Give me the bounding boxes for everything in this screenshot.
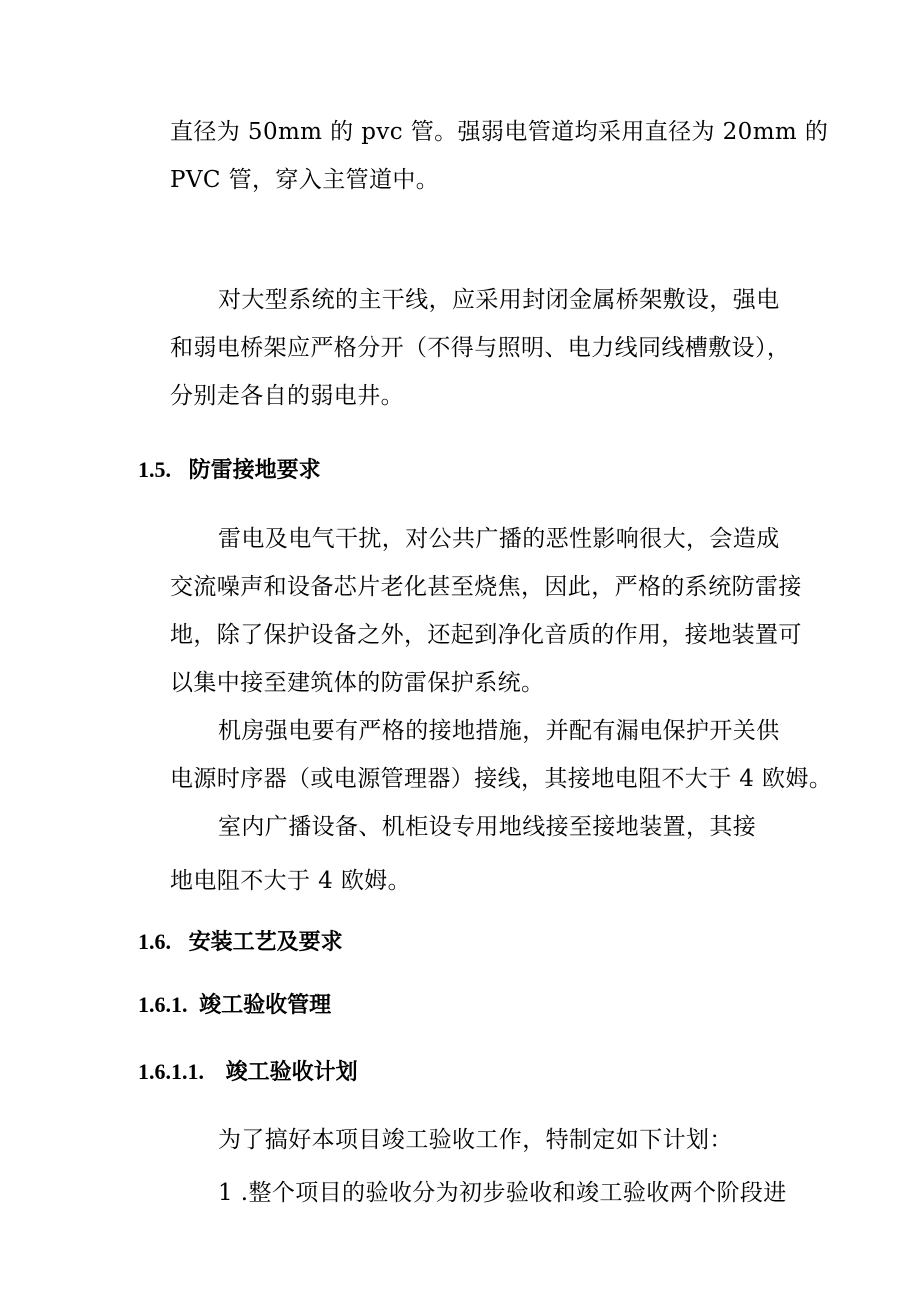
section-number: 1.6.1.1. (138, 1059, 204, 1084)
paragraph-line: 分别走各自的弱电井。 (170, 383, 404, 409)
paragraph-line: 电源时序器（或电源管理器）接线，其接地电阻不大于 4 欧姆。 (170, 766, 833, 792)
section-number: 1.6. (138, 929, 171, 954)
paragraph-line: 雷电及电气干扰，对公共广播的恶性影响很大，会造成 (218, 526, 780, 552)
paragraph-line: 室内广播设备、机柜设专用地线接至接地装置，其接 (218, 814, 757, 840)
section-title: 防雷接地要求 (188, 458, 321, 483)
paragraph-line: 交流噪声和设备芯片老化甚至烧焦，因此，严格的系统防雷接 (170, 574, 802, 600)
list-item-line: 1 .整个项目的验收分为初步验收和竣工验收两个阶段进 (218, 1180, 787, 1206)
paragraph-line: PVC 管，穿入主管道中。 (170, 167, 440, 193)
section-number: 1.6.1. (138, 992, 188, 1017)
paragraph-line: 和弱电桥架应严格分开（不得与照明、电力线同线槽敷设）， (170, 335, 791, 361)
section-number: 1.5. (138, 457, 171, 482)
section-heading (138, 927, 343, 958)
paragraph-line: 对大型系统的主干线，应采用封闭金属桥架敷设，强电 (218, 287, 780, 313)
subsection-heading (138, 990, 331, 1021)
paragraph-line: 机房强电要有严格的接地措施，并配有漏电保护开关供 (218, 718, 780, 744)
section-title: 竣工验收管理 (199, 993, 332, 1018)
section-title: 竣工验收计划 (225, 1060, 358, 1085)
paragraph-line: 直径为 50mm 的 pvc 管。强弱电管道均采用直径为 20mm 的 (170, 119, 829, 145)
subsubsection-heading (138, 1057, 358, 1088)
section-heading (138, 455, 321, 486)
paragraph-line: 地，除了保护设备之外，还起到净化音质的作用，接地装置可 (170, 622, 802, 648)
paragraph-line: 地电阻不大于 4 欧姆。 (170, 868, 412, 894)
paragraph-line: 为了搞好本项目竣工验收工作，特制定如下计划： (218, 1127, 733, 1153)
section-title: 安装工艺及要求 (188, 930, 343, 955)
paragraph-line: 以集中接至建筑体的防雷保护系统。 (170, 670, 545, 696)
